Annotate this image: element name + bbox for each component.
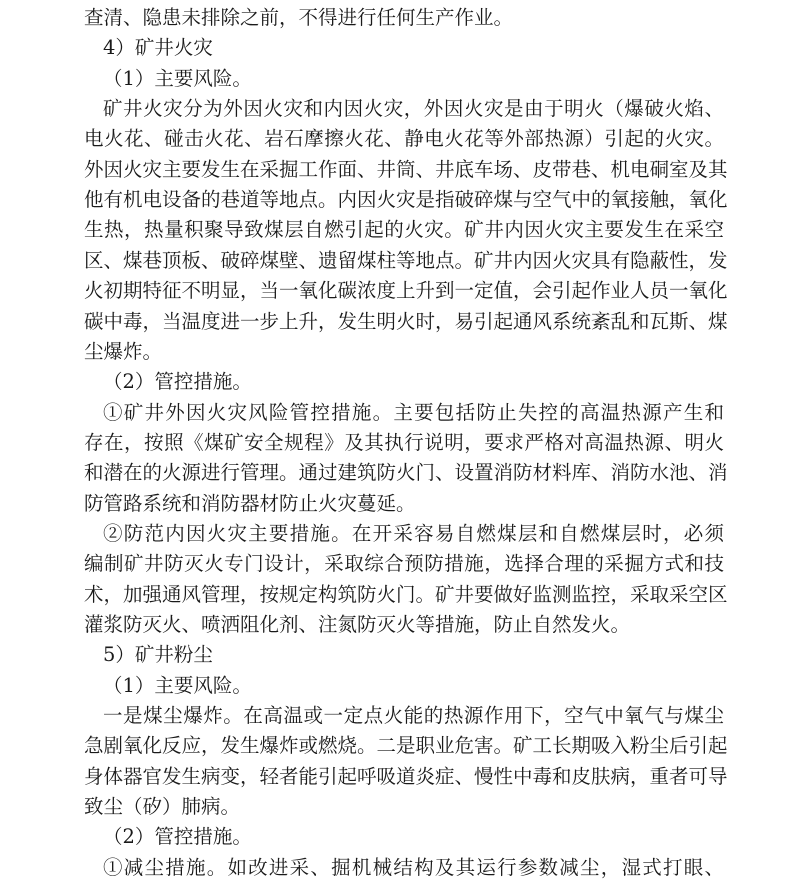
text-line: ②防范内因火灾主要措施。在开采容易自燃煤层和自燃煤层时，必须	[103, 521, 724, 545]
text-line: 急剧氧化反应，发生爆炸或燃烧。二是职业危害。矿工长期吸入粉尘后引起	[84, 734, 728, 758]
text-line: 矿井火灾分为外因火灾和内因火灾，外因火灾是由于明火（爆破火焰、	[103, 97, 724, 121]
text-line: 他有机电设备的巷道等地点。内因火灾是指破碎煤与空气中的氧接触，氧化	[84, 188, 728, 212]
text-line: 火初期特征不明显，当一氧化碳浓度上升到一定值，会引起作业人员一氧化	[84, 279, 728, 303]
text-line: （2）管控措施。	[103, 370, 252, 394]
text-line: 术，加强通风管理，按规定构筑防火门。矿井要做好监测监控，采取采空区	[84, 582, 728, 606]
text-line: 尘爆炸。	[84, 339, 163, 363]
text-line: 区、煤巷顶板、破碎煤壁、遗留煤柱等地点。矿井内因火灾具有隐蔽性，发	[84, 248, 728, 272]
text-line: 查清、隐患未排除之前，不得进行任何生产作业。	[84, 6, 514, 29]
text-line: 编制矿井防灭火专门设计，采取综合预防措施，选择合理的采掘方式和技	[84, 552, 724, 576]
text-line: 一是煤尘爆炸。在高温或一定点火能的热源作用下，空气中氧气与煤尘	[103, 704, 724, 728]
text-line: 防管路系统和消防器材防止火灾蔓延。	[84, 491, 416, 515]
text-line: 外因火灾主要发生在采掘工作面、井筒、井底车场、皮带巷、机电硐室及其	[84, 157, 728, 181]
text-line: 致尘（矽）肺病。	[84, 795, 241, 819]
text-line: 电火花、碰击火花、岩石摩擦火花、静电火花等外部热源）引起的火灾。	[84, 127, 724, 151]
text-line: （2）管控措施。	[103, 825, 252, 849]
text-line: 5）矿井粉尘	[103, 643, 213, 667]
text-line: 灌浆防灭火、喷洒阻化剂、注氮防灭火等措施，防止自然发火。	[84, 613, 631, 636]
text-line: 碳中毒，当温度进一步上升，发生明火时，易引起通风系统紊乱和瓦斯、煤	[84, 309, 728, 333]
text-line: 存在，按照《煤矿安全规程》及其执行说明，要求严格对高温热源、明火	[84, 430, 724, 454]
text-line: （1）主要风险。	[103, 673, 252, 697]
text-line: 4）矿井火灾	[103, 36, 213, 60]
text-line: 身体器官发生病变，轻者能引起呼吸道炎症、慢性中毒和皮肤病，重者可导	[84, 764, 728, 788]
text-line: （1）主要风险。	[103, 66, 252, 90]
text-line: 和潜在的火源进行管理。通过建筑防火门、设置消防材料库、消防水池、消	[84, 461, 728, 485]
text-line: ①矿井外因火灾风险管控措施。主要包括防止失控的高温热源产生和	[103, 400, 724, 424]
text-line: ①减尘措施。如改进采、掘机械结构及其运行参数减尘，湿式打眼、	[103, 855, 724, 879]
text-line: 生热，热量积聚导致煤层自燃引起的火灾。矿井内因火灾主要发生在采空	[84, 218, 724, 242]
